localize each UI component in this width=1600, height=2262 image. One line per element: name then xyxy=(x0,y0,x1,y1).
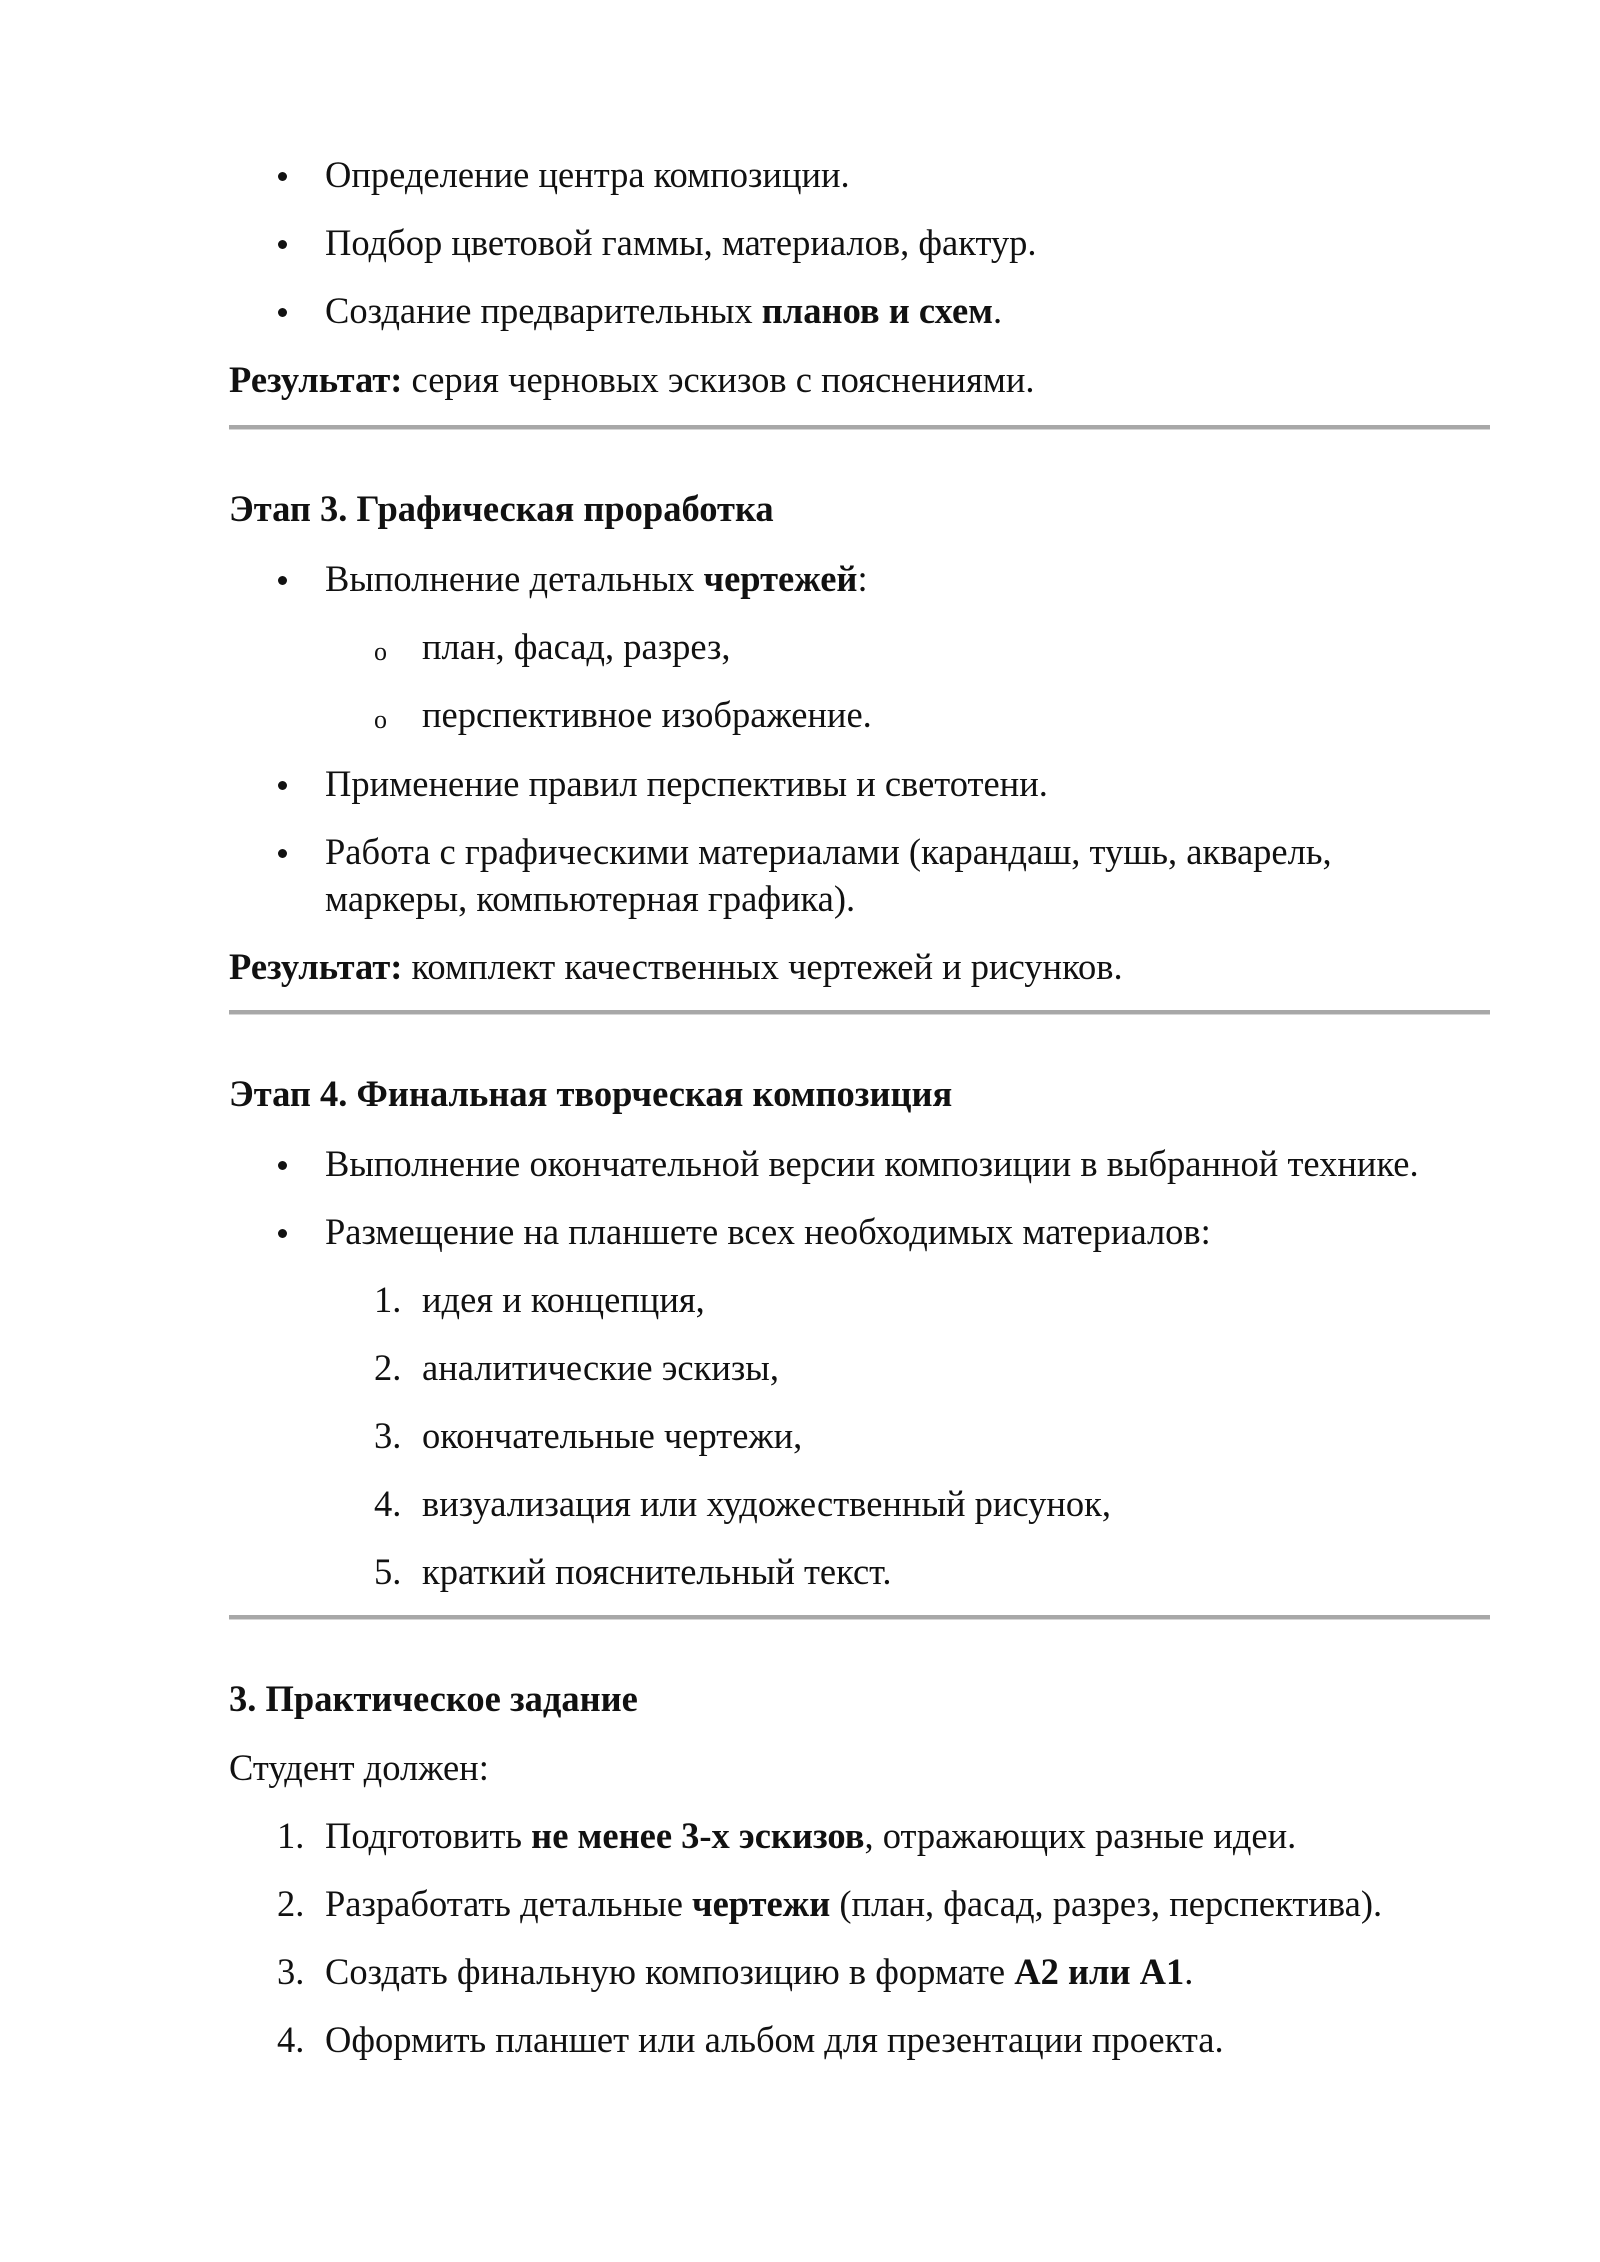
section-heading: Этап 3. Графическая проработка xyxy=(229,488,774,529)
sub-bullet-marker: o xyxy=(374,705,387,734)
list-number: 2. xyxy=(277,1883,305,1924)
bullet-marker xyxy=(278,576,287,585)
numbered-item: аналитические эскизы, xyxy=(422,1347,779,1388)
numbered-item: окончательные чертежи, xyxy=(422,1415,803,1456)
bullet-marker xyxy=(278,308,287,317)
bullet-marker xyxy=(278,849,287,858)
text-run: . xyxy=(993,290,1003,331)
bullet-marker xyxy=(278,172,287,181)
list-item xyxy=(325,556,868,602)
numbered-item: идея и концепция, xyxy=(422,1279,705,1320)
text-run: Выполнение детальных xyxy=(325,558,704,599)
bold-text: чертежей xyxy=(703,558,858,599)
result-paragraph xyxy=(229,944,1123,990)
result-label: Результат: xyxy=(229,359,403,400)
list-item xyxy=(325,288,1002,334)
task-item xyxy=(325,1813,1296,1859)
horizontal-rule xyxy=(229,1010,1490,1015)
list-number: 5. xyxy=(374,1551,402,1592)
list-item-continuation: маркеры, компьютерная графика). xyxy=(325,878,856,919)
text-run: Оформить планшет или альбом для презентации проекта. xyxy=(325,2019,1224,2060)
sub-list-item: перспективное изображение. xyxy=(422,694,872,735)
text-run: , отражающих разные идеи. xyxy=(864,1815,1297,1856)
bullet-marker xyxy=(278,781,287,790)
bold-text: не менее 3-х эскизов xyxy=(531,1815,865,1856)
text-run: . xyxy=(1184,1951,1194,1992)
list-item: Выполнение окончательной версии композиции в выбранной технике. xyxy=(325,1143,1419,1184)
result-text: комплект качественных чертежей и рисунков. xyxy=(402,946,1123,987)
bold-text: чертежи xyxy=(692,1883,831,1924)
numbered-item: визуализация или художественный рисунок, xyxy=(422,1483,1112,1524)
list-number: 3. xyxy=(374,1415,402,1456)
bullet-marker xyxy=(278,1161,287,1170)
intro-paragraph: Студент должен: xyxy=(229,1747,489,1788)
list-number: 1. xyxy=(374,1279,402,1320)
task-item xyxy=(325,1881,1382,1927)
list-number: 4. xyxy=(374,1483,402,1524)
list-number: 2. xyxy=(374,1347,402,1388)
bullet-marker xyxy=(278,1229,287,1238)
list-number: 4. xyxy=(277,2019,305,2060)
text-run: Подготовить xyxy=(325,1815,532,1856)
bold-text: планов и схем xyxy=(761,290,994,331)
horizontal-rule xyxy=(229,1615,1490,1620)
result-text: серия черновых эскизов с пояснениями. xyxy=(402,359,1035,400)
text-run: : xyxy=(857,558,868,599)
horizontal-rule xyxy=(229,425,1490,430)
list-item: Определение центра композиции. xyxy=(325,154,850,195)
section-heading: 3. Практическое задание xyxy=(229,1678,638,1719)
task-item xyxy=(325,2017,1224,2063)
list-number: 1. xyxy=(277,1815,305,1856)
sub-list-item: план, фасад, разрез, xyxy=(422,626,731,667)
bullet-marker xyxy=(278,240,287,249)
list-item: Размещение на планшете всех необходимых материалов: xyxy=(325,1211,1211,1252)
text-run: Создать финальную композицию в формате xyxy=(325,1951,1015,1992)
numbered-item: краткий пояснительный текст. xyxy=(422,1551,892,1592)
result-paragraph xyxy=(229,357,1035,403)
list-item: Подбор цветовой гаммы, материалов, фактур. xyxy=(325,222,1037,263)
section-heading: Этап 4. Финальная творческая композиция xyxy=(229,1073,953,1114)
text-run: (план, фасад, разрез, перспектива). xyxy=(830,1883,1383,1924)
text-run: Создание предварительных xyxy=(325,290,762,331)
bold-text: А2 или А1 xyxy=(1014,1951,1185,1992)
list-item: Работа с графическими материалами (карандаш, тушь, акварель, xyxy=(325,831,1332,872)
list-item: Применение правил перспективы и светотени. xyxy=(325,763,1048,804)
list-number: 3. xyxy=(277,1951,305,1992)
result-label: Результат: xyxy=(229,946,403,987)
task-item xyxy=(325,1949,1193,1995)
text-run: Разработать детальные xyxy=(325,1883,693,1924)
sub-bullet-marker: o xyxy=(374,637,387,666)
